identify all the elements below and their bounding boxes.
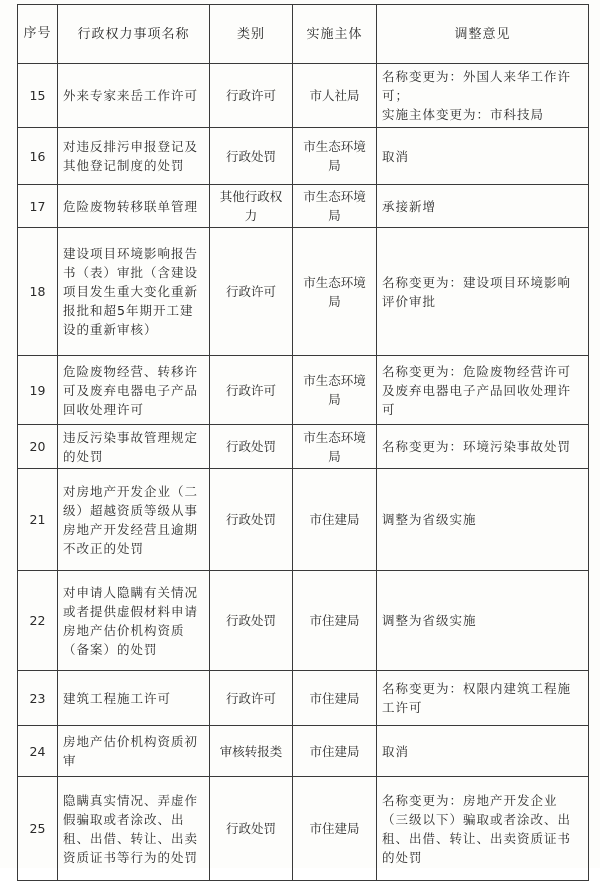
cell-opinion: 名称变更为：权限内建筑工程施工许可 [377,671,589,726]
cell-opinion: 调整为省级实施 [377,571,589,671]
cell-category: 行政处罚 [210,128,293,185]
cell-no: 18 [18,228,58,356]
cell-name: 对违反排污申报登记及其他登记制度的处罚 [58,128,210,185]
cell-name: 房地产估价机构资质初审 [58,726,210,777]
cell-opinion: 承接新增 [377,185,589,228]
cell-no: 17 [18,185,58,228]
header-name: 行政权力事项名称 [58,5,210,64]
cell-no: 15 [18,64,58,128]
table-row [18,671,589,726]
power-adjustment-table [17,4,589,881]
cell-no: 25 [18,777,58,881]
cell-name: 外来专家来岳工作许可 [58,64,210,128]
cell-no: 22 [18,571,58,671]
cell-name: 违反污染事故管理规定的处罚 [58,425,210,469]
cell-category: 行政许可 [210,228,293,356]
cell-name: 危险废物转移联单管理 [58,185,210,228]
cell-category: 行政处罚 [210,425,293,469]
header-no: 序号 [18,5,58,64]
cell-subject: 市住建局 [293,571,377,671]
cell-no: 16 [18,128,58,185]
cell-opinion: 名称变更为：外国人来华工作许可； 实施主体变更为：市科技局 [377,64,589,128]
cell-name: 对房地产开发企业（二级）超越资质等级从事房地产开发经营且逾期不改正的处罚 [58,469,210,571]
cell-no: 24 [18,726,58,777]
cell-opinion: 名称变更为：建设项目环境影响评价审批 [377,228,589,356]
cell-name: 建筑工程施工许可 [58,671,210,726]
cell-subject: 市生态环境局 [293,425,377,469]
cell-subject: 市住建局 [293,469,377,571]
table-row [18,356,589,425]
cell-subject: 市住建局 [293,671,377,726]
cell-name: 建设项目环境影响报告书（表）审批（含建设项目发生重大变化重新报批和超5年期开工建设的重新审核） [58,228,210,356]
cell-subject: 市住建局 [293,777,377,881]
table-row [18,185,589,228]
table-header-row [18,5,589,64]
cell-subject: 市人社局 [293,64,377,128]
cell-name: 危险废物经营、转移许可及废弃电器电子产品回收处理许可 [58,356,210,425]
cell-category: 行政处罚 [210,571,293,671]
cell-opinion: 名称变更为：危险废物经营许可及废弃电器电子产品回收处理许可 [377,356,589,425]
table-row [18,726,589,777]
cell-subject: 市住建局 [293,726,377,777]
table-row [18,64,589,128]
cell-category: 审核转报类 [210,726,293,777]
header-opinion: 调整意见 [377,5,589,64]
cell-no: 20 [18,425,58,469]
cell-no: 21 [18,469,58,571]
cell-opinion: 调整为省级实施 [377,469,589,571]
cell-category: 行政许可 [210,64,293,128]
table-row [18,777,589,881]
cell-name: 对申请人隐瞒有关情况或者提供虚假材料申请房地产估价机构资质（备案）的处罚 [58,571,210,671]
table-row [18,425,589,469]
cell-no: 23 [18,671,58,726]
cell-opinion: 名称变更为：房地产开发企业（三级以下）骗取或者涂改、出租、出借、转让、出卖资质证书的处罚 [377,777,589,881]
table-row [18,128,589,185]
cell-category: 其他行政权力 [210,185,293,228]
cell-category: 行政许可 [210,356,293,425]
cell-category: 行政许可 [210,671,293,726]
header-category: 类别 [210,5,293,64]
cell-opinion: 取消 [377,726,589,777]
cell-subject: 市生态环境局 [293,356,377,425]
table-row [18,228,589,356]
table-row [18,469,589,571]
header-subject: 实施主体 [293,5,377,64]
table-row [18,571,589,671]
cell-subject: 市生态环境局 [293,228,377,356]
cell-category: 行政处罚 [210,469,293,571]
cell-subject: 市生态环境局 [293,185,377,228]
cell-opinion: 名称变更为：环境污染事故处罚 [377,425,589,469]
cell-subject: 市生态环境局 [293,128,377,185]
cell-category: 行政处罚 [210,777,293,881]
cell-name: 隐瞒真实情况、弄虚作假骗取或者涂改、出租、出借、转让、出卖资质证书等行为的处罚 [58,777,210,881]
cell-opinion: 取消 [377,128,589,185]
cell-no: 19 [18,356,58,425]
